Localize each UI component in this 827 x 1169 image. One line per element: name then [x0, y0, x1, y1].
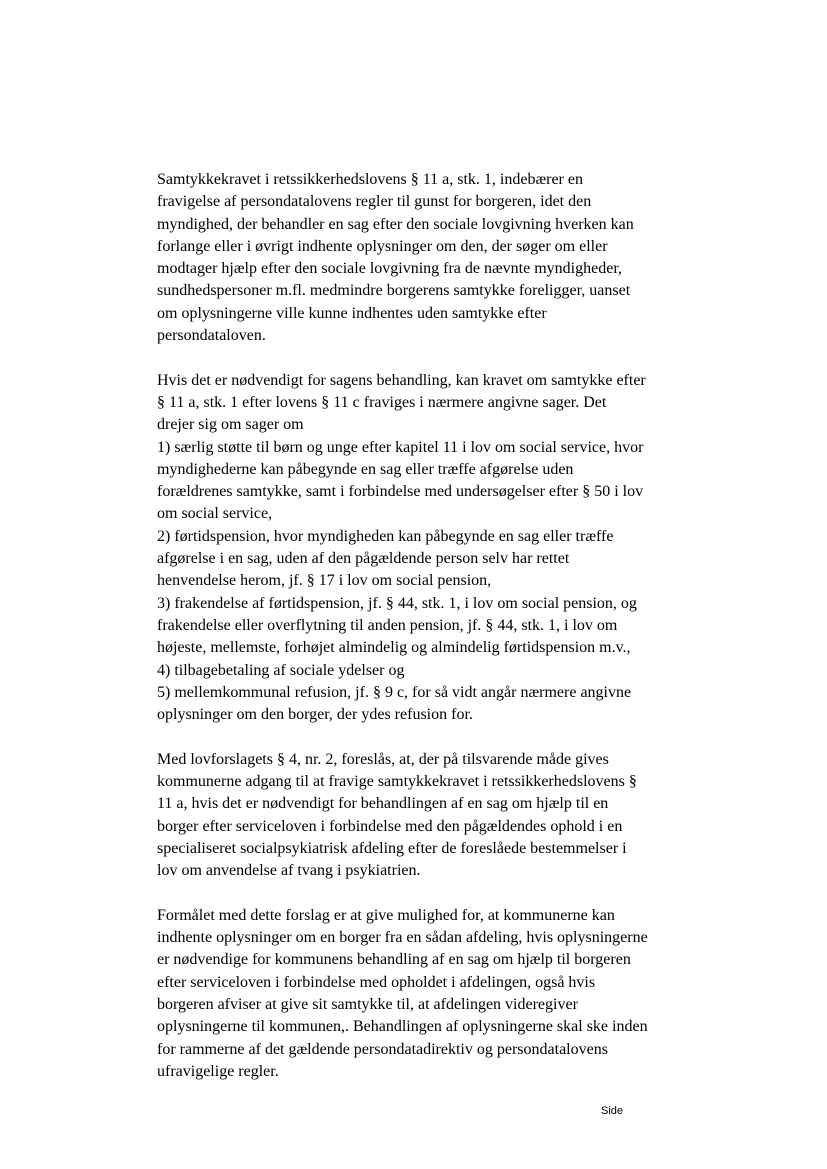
text-line: 3) frakendelse af førtidspension, jf. § 44, stk. 1, i lov om social pension, og: [157, 594, 637, 612]
text-line: specialiseret socialpsykiatrisk afdeling efter de foreslåede bestemmelser i: [157, 839, 627, 857]
text-line: drejer sig om sager om: [157, 416, 304, 434]
text-line: ufravigelige regler.: [157, 1062, 279, 1080]
text-line: Med lovforslagets § 4, nr. 2, foreslås, at, der på tilsvarende måde gives: [157, 750, 609, 768]
text-line: om oplysningerne ville kunne indhentes uden samtykke efter: [157, 304, 547, 322]
document-body: [157, 169, 677, 1105]
text-line: højeste, mellemste, forhøjet almindelig og almindelig førtidspension m.v.,: [157, 639, 631, 657]
text-line: Hvis det er nødvendigt for sagens behandling, kan kravet om samtykke efter: [157, 371, 646, 389]
text-line: Samtykkekravet i retssikkerhedslovens § 11 a, stk. 1, indebærer en: [157, 171, 583, 188]
paragraph: [157, 905, 677, 1083]
text-line: oplysninger om den borger, der ydes refusion for.: [157, 706, 473, 724]
text-line: 4) tilbagebetaling af sociale ydelser og: [157, 661, 405, 679]
text-line: indhente oplysninger om en borger fra en sådan afdeling, hvis oplysningerne: [157, 929, 648, 947]
text-line: afgørelse i en sag, uden af den pågældende person selv har rettet: [157, 550, 570, 568]
text-line: borgeren afviser at give sit samtykke til, at afdelingen videregiver: [157, 995, 578, 1013]
text-line: 1) særlig støtte til børn og unge efter kapitel 11 i lov om social service, hvor: [157, 438, 644, 456]
text-line: § 11 a, stk. 1 efter lovens § 11 c fraviges i nærmere angivne sager. Det: [157, 393, 607, 411]
text-line: lov om anvendelse af tvang i psykiatrien.: [157, 862, 421, 880]
text-line: 11 a, hvis det er nødvendigt for behandlingen af en sag om hjælp til en: [157, 795, 609, 813]
text-line: myndighed, der behandler en sag efter den sociale lovgivning hverken kan: [157, 215, 634, 233]
text-line: kommunerne adgang til at fravige samtykkekravet i retssikkerhedslovens §: [157, 773, 637, 791]
text-line: 2) førtidspension, hvor myndigheden kan påbegynde en sag eller træffe: [157, 527, 614, 545]
text-line: henvendelse herom, jf. § 17 i lov om social pension,: [157, 572, 492, 590]
text-line: forlange eller i øvrigt indhente oplysninger om den, der søger om eller: [157, 237, 608, 255]
text-line: persondataloven.: [157, 327, 266, 345]
paragraph: [157, 370, 677, 727]
text-line: om social service,: [157, 505, 273, 523]
text-line: frakendelse eller overflytning til anden pension, jf. § 44, stk. 1, i lov om: [157, 616, 618, 634]
text-line: fravigelse af persondatalovens regler til gunst for borgeren, idet den: [157, 193, 592, 211]
text-line: Formålet med dette forslag er at give mulighed for, at kommunerne kan: [157, 906, 615, 924]
paragraph: [157, 169, 677, 347]
text-line: 5) mellemkommunal refusion, jf. § 9 c, for så vidt angår nærmere angivne: [157, 683, 632, 701]
text-line: efter serviceloven i forbindelse med opholdet i afdelingen, også hvis: [157, 973, 596, 991]
text-line: myndighederne kan påbegynde en sag eller træffe afgørelse uden: [157, 460, 574, 478]
page-footer-label: Side: [601, 1105, 624, 1117]
text-line: forældrenes samtykke, samt i forbindelse med undersøgelser efter § 50 i lov: [157, 483, 644, 501]
text-line: borger efter serviceloven i forbindelse med den pågældendes ophold i en: [157, 817, 623, 835]
paragraph: [157, 749, 677, 883]
text-line: modtager hjælp efter den sociale lovgivning fra de nævnte myndigheder,: [157, 260, 623, 278]
text-line: for rammerne af det gældende persondatadirektiv og persondatalovens: [157, 1040, 608, 1058]
text-line: oplysningerne til kommunen,. Behandlingen af oplysningerne skal ske inden: [157, 1018, 648, 1036]
text-line: er nødvendige for kommunens behandling af en sag om hjælp til borgeren: [157, 951, 631, 969]
text-line: sundhedspersoner m.fl. medmindre borgerens samtykke foreligger, uanset: [157, 282, 631, 300]
